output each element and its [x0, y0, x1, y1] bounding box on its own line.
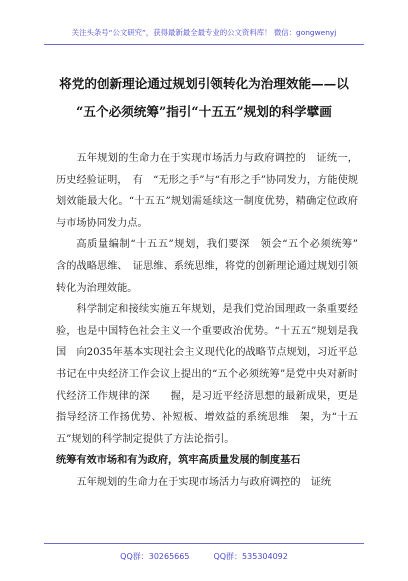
paragraph: 五年规划的生命力在于实现市场活力与政府调控的 证统一，历史经验证明， 有 “无形之手”与“有形之手”协同发力，方能使规划效能最大化。“十五五”规划需延续这一制度优势，精确定位政府与市场协同发力点。	[56, 153, 358, 229]
footer-qq-groups: QQ群：30265665 QQ群：535304092	[120, 552, 288, 561]
section-subheading: 统筹有效市场和有为政府，筑牢高质量发展的制度基石	[56, 454, 301, 467]
document-title	[40, 70, 368, 126]
paragraph: 高质量编制“十五五”规划，我们要深 领会“五个必须统筹” 含的战略思维、 证思维、系统思维，将党的创新理论通过规划引领转化为治理效能。	[56, 239, 369, 294]
page-header	[44, 0, 364, 45]
title-line-2: “五个必须统筹”指引“十五五”规划的科学擘画	[76, 104, 332, 119]
header-promo-text: 关注头条号“公文研究”，获得最新最全最专业的公文资料库！ 微信：gongwenyj	[71, 28, 337, 37]
page-footer	[44, 543, 364, 581]
paragraph: 五年规划的生命力在于实现市场活力与政府调控的 证统	[76, 476, 332, 488]
title-line-1: 将党的创新理论通过规划引领转化为治理效能——以	[59, 76, 349, 91]
paragraph: 科学制定和接续实施五年规划，是我们党治国理政一条重要经验，也是中国特色社会主义一个重要政治优势。“十五五”规划是我国 向2035年基本实现社会主义现代化的战略节点规划，习近平总书记在中央经济工作会议上提出的“五个必须统筹”是党中央对新时代经济工作规律的深 握，是习近平经济思想的最新成果，更是指导经济工作扬优势、补短板、增效益的系统思维 架，为“十五五”规划的科学制定提供了方法论指引。	[56, 304, 358, 445]
document-body	[56, 148, 369, 494]
